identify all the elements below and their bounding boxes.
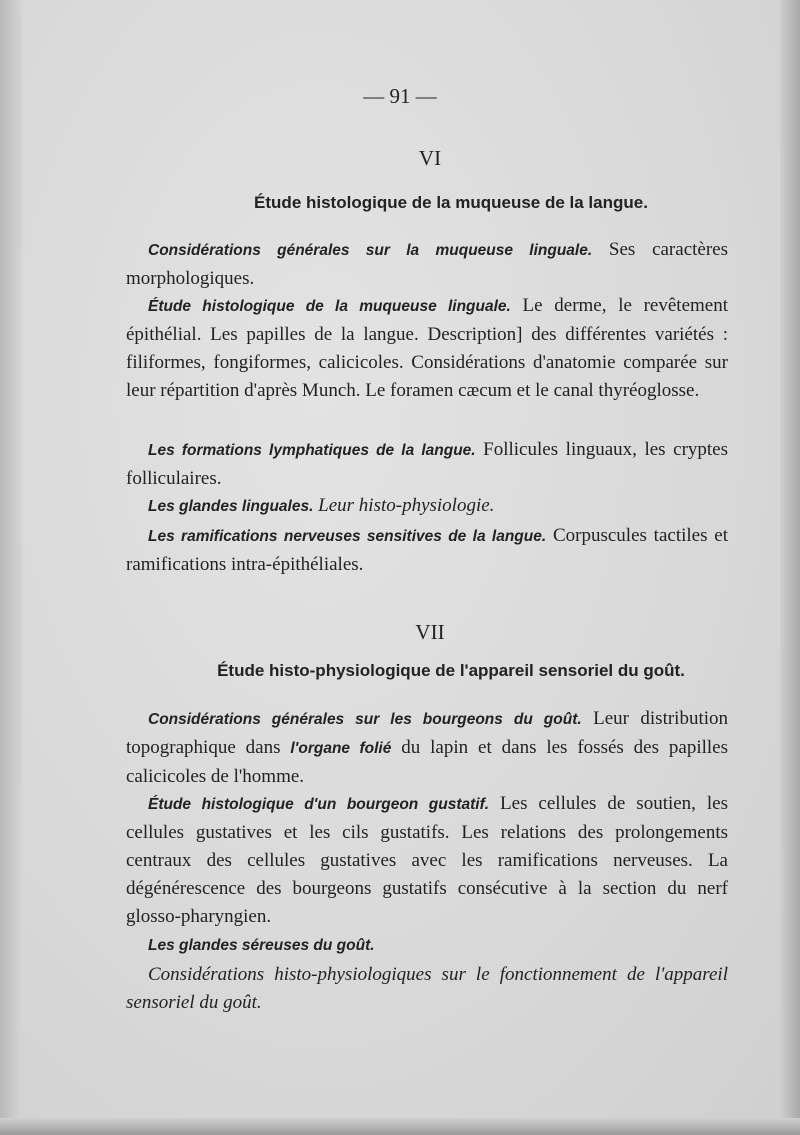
section-numeral-vi: VI bbox=[418, 146, 442, 170]
paragraph-lead: Considérations générales sur la muqueuse linguale. bbox=[148, 242, 593, 259]
paragraph-italic: Leur histo-physiologie. bbox=[313, 495, 495, 516]
paragraph-text: Les cellules de soutien, les cellules gustatives et les cils gustatifs. Les relations des prolongements centraux des cellules gustatives avec les ramifications nerveuses. La dégénérescence des bourgeons gustatifs consécutive à la section du nerf glosso-pharyngien. bbox=[126, 793, 728, 927]
paragraph-lead: Considérations générales sur les bourgeons du goût. bbox=[148, 711, 582, 728]
paragraph-lead: Les ramifications nerveuses sensitives de la langue. bbox=[148, 528, 547, 545]
paragraph-text: Leur distribution topographique dans bbox=[126, 708, 729, 758]
paragraph bbox=[126, 492, 728, 521]
page-number: — 91 — bbox=[363, 84, 437, 108]
section-numeral-vii: VII bbox=[415, 620, 445, 644]
paragraph-lead-inline: l'organe folié bbox=[290, 740, 392, 757]
paragraph bbox=[126, 522, 728, 579]
section-heading-vii: Étude histo-physiologique de l'appareil sensoriel du goût. bbox=[217, 661, 685, 680]
paragraph-lead: Étude histologique de la muqueuse linguale. bbox=[148, 298, 511, 315]
paragraph-lead: Étude histologique d'un bourgeon gustatif. bbox=[148, 796, 490, 813]
paragraph-italic: Considérations histo-physiologiques sur le fonctionnement de l'appareil sensoriel du goût. bbox=[126, 964, 728, 1013]
paragraph-text: Follicules linguaux, les cryptes folliculaires. bbox=[126, 439, 729, 489]
paragraph bbox=[126, 790, 728, 931]
paragraph bbox=[126, 236, 728, 293]
paragraph-text: Corpuscules tactiles et ramifications intra-épithéliales. bbox=[126, 525, 728, 575]
paragraph-text: du lapin et dans les fossés des papilles calicicoles de l'homme. bbox=[126, 737, 728, 787]
paragraph-lead: Les glandes linguales. bbox=[148, 498, 314, 515]
paragraph-text: Ses caractères morphologiques. bbox=[126, 239, 728, 289]
paragraph bbox=[126, 436, 728, 493]
page-shadow-bottom bbox=[0, 1118, 800, 1135]
paragraph bbox=[126, 931, 728, 960]
paragraph-text: Le derme, le revêtement épithélial. Les papilles de la langue. Description] des différentes variétés : filiformes, fongiformes, calicicoles. Considérations d'anatomie comparée sur leur répartition d'après Munch. Le foramen cæcum et le canal thyréoglosse. bbox=[126, 295, 728, 401]
paragraph bbox=[126, 705, 728, 791]
paragraph bbox=[126, 292, 728, 405]
paragraph-lead: Les formations lymphatiques de la langue. bbox=[148, 442, 476, 459]
paragraph-lead: Les glandes séreuses du goût. bbox=[148, 937, 375, 954]
section-heading-vi: Étude histologique de la muqueuse de la langue. bbox=[254, 193, 648, 212]
paragraph bbox=[126, 961, 728, 1017]
